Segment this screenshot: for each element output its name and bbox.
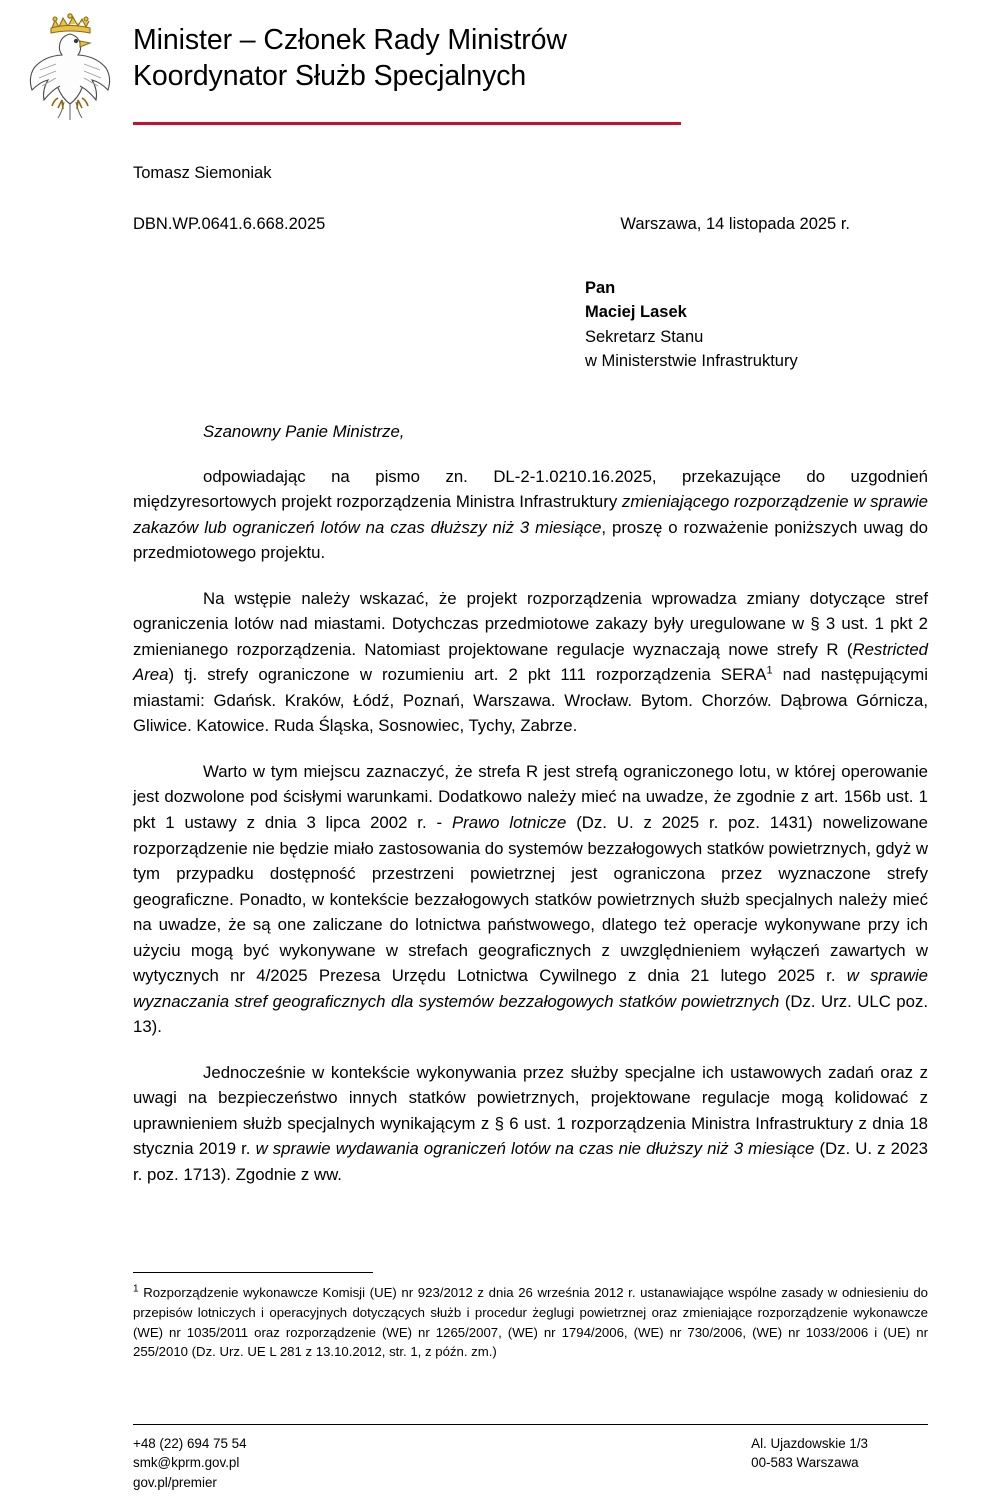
salutation: Szanowny Panie Ministrze, <box>203 421 405 441</box>
addressee-block <box>585 276 928 374</box>
paragraph-3-part-b: (Dz. U. z 2025 r. poz. 1431) nowelizowane rozporządzenie nie będzie miało zastosowania do systemów bezzałogowych statków powietrznych, gdyż w tym przypadku dostępność przestrzeni powietrznej jest ograniczona przez wyznaczone strefy geograficzne. Ponadto, w kontekście bezzałogowych statków powietrznych służb specjalnych należy mieć na uwadze, że są one zaliczane do lotnictwa państwowego, dlatego też operacje wykonywane przy ich użyciu mogą być wykonywane w strefach geograficznych z uwzględnieniem wyłączeń zawartych w wytycznych nr 4/2025 Prezesa Urzędu Lotnictwa Cywilnego z dnia 21 lutego 2025 r. <box>133 813 928 986</box>
footnote-text <box>133 1283 928 1362</box>
paragraph-3 <box>133 759 928 1040</box>
paragraph-2-part-c: nad następującymi miastami: Gdańsk. Kraków, Łódź, Poznań, Warszawa. Wrocław. Bytom. Chorzów. Dąbrowa Górnicza, Gliwice. Katowice. Ruda Śląska, Sosnowiec, Tychy, Zabrze. <box>133 665 928 736</box>
letterhead-title-line1: Minister – Członek Rady Ministrów <box>133 24 567 56</box>
paragraph-4-part-b: (Dz. U. z 2023 r. poz. 1713). Zgodnie z ww. <box>133 1139 928 1184</box>
letterhead-title <box>133 22 567 94</box>
letterhead-red-rule <box>133 122 681 125</box>
place-and-date: Warszawa, 14 listopada 2025 r. <box>620 215 850 233</box>
paragraph-1 <box>133 464 928 566</box>
footnote-divider <box>133 1272 373 1273</box>
footnote-reference-1: 1 <box>766 664 773 677</box>
paragraph-3-italic-1: Prawo lotnicze <box>451 813 567 832</box>
paragraph-2-part-b: ) tj. strefy ograniczone w rozumieniu art. 2 pkt 111 rozporządzenia SERA <box>168 665 767 685</box>
footer-address-line1: Al. Ujazdowskie 1/3 <box>751 1436 868 1451</box>
addressee-position: Sekretarz Stanu <box>585 327 704 346</box>
paragraph-2 <box>133 586 928 739</box>
paragraph-4 <box>133 1060 928 1188</box>
paragraph-2-part-a: Na wstępie należy wskazać, że projekt rozporządzenia wprowadza zmiany dotyczące stref ograniczenia lotów nad miastami. Dotychczas przedmiotowe zakazy były uregulowane w § 3 ust. 1 pkt 2 zmienianego rozporządzenia. Natomiast projektowane regulacje wyznaczają nowe strefy R ( <box>133 588 928 659</box>
paragraph-1-part-b: , proszę o rozważenie poniższych uwag do przedmiotowego projektu. <box>133 517 928 563</box>
footnote-body: Rozporządzenie wykonawcze Komisji (UE) nr 923/2012 z dnia 26 września 2012 r. ustanawiające wspólne zasady w odniesieniu do przepisów lotniczych i operacyjnych dotyczących służb i procedur żeglugi powietrznej oraz zmieniające rozporządzenie wykonawcze (WE) nr 1035/2011 oraz rozporządzenie (WE) nr 1265/2007, (WE) nr 1794/2006, (WE) nr 730/2006, (WE) nr 1033/2006 i (UE) nr 255/2010 (Dz. Urz. UE L 281 z 13.10.2012, str. 1, z późn. zm.) <box>133 1285 928 1360</box>
letter-body <box>0 164 994 1187</box>
paragraph-4-italic-1: w sprawie wydawania ograniczeń lotów na czas nie dłuższy niż 3 miesiące <box>255 1139 815 1159</box>
paragraph-3-italic-2: w sprawie wyznaczania stref geograficznych dla systemów bezzałogowych statków powietrznych <box>133 966 929 1011</box>
page-footer <box>133 1424 928 1492</box>
polish-eagle-emblem-icon <box>18 8 122 124</box>
footnote-marker: 1 <box>133 1283 139 1295</box>
footer-address <box>751 1434 868 1492</box>
footer-address-line2: 00-583 Warszawa <box>751 1455 859 1471</box>
letterhead-header <box>0 0 994 142</box>
paragraph-3-part-c: (Dz. Urz. ULC poz. 13). <box>133 991 929 1037</box>
footer-email[interactable]: smk@kprm.gov.pl <box>133 1455 240 1471</box>
paragraph-3-part-a: Warto w tym miejscu zaznaczyć, że strefa R jest strefą ograniczonego lotu, w której operowanie jest dozwolone pod ścisłymi warunkami. Dodatkowo należy mieć na uwadze, że zgodnie z art. 156b ust. 1 pkt 1 ustawy z dnia 3 lipca 2002 r. - <box>133 761 928 832</box>
paragraph-1-part-a: odpowiadając na pismo zn. DL-2-1.0210.16.2025, przekazujące do uzgodnień międzyresortowych projekt rozporządzenia Ministra Infrastruktury <box>133 466 928 512</box>
signer-name: Tomasz Siemoniak <box>133 164 272 182</box>
footnote-block <box>133 1272 928 1362</box>
paragraph-4-part-a: Jednocześnie w kontekście wykonywania przez służby specjalne ich ustawowych zadań oraz z uwagi na bezpieczeństwo innych statków powietrznych, projektowane regulacje mogą kolidować z uprawnieniem służb specjalnych wynikającym z § 6 ust. 1 rozporządzenia Ministra Infrastruktury z dnia 18 stycznia 2019 r. <box>133 1062 928 1159</box>
reference-row <box>133 215 928 234</box>
footer-website[interactable]: gov.pl/premier <box>133 1474 217 1490</box>
paragraph-1-italic-1: zmieniającego rozporządzenie w sprawie zakazów lub ograniczeń lotów na czas dłuższy niż 3 miesiące <box>133 492 928 537</box>
footer-contact <box>133 1434 928 1492</box>
letterhead-title-line2: Koordynator Służb Specjalnych <box>133 60 527 93</box>
addressee-name: Maciej Lasek <box>585 303 687 322</box>
footer-contact-left <box>133 1434 247 1492</box>
footer-phone: +48 (22) 694 75 54 <box>133 1436 247 1451</box>
footer-divider <box>133 1424 928 1425</box>
reference-number: DBN.WP.0641.6.668.2025 <box>133 215 326 233</box>
paragraph-2-italic-1: Restricted Area <box>133 639 928 685</box>
addressee-honorific: Pan <box>585 279 616 297</box>
addressee-institution: w Ministerstwie Infrastruktury <box>585 352 798 371</box>
